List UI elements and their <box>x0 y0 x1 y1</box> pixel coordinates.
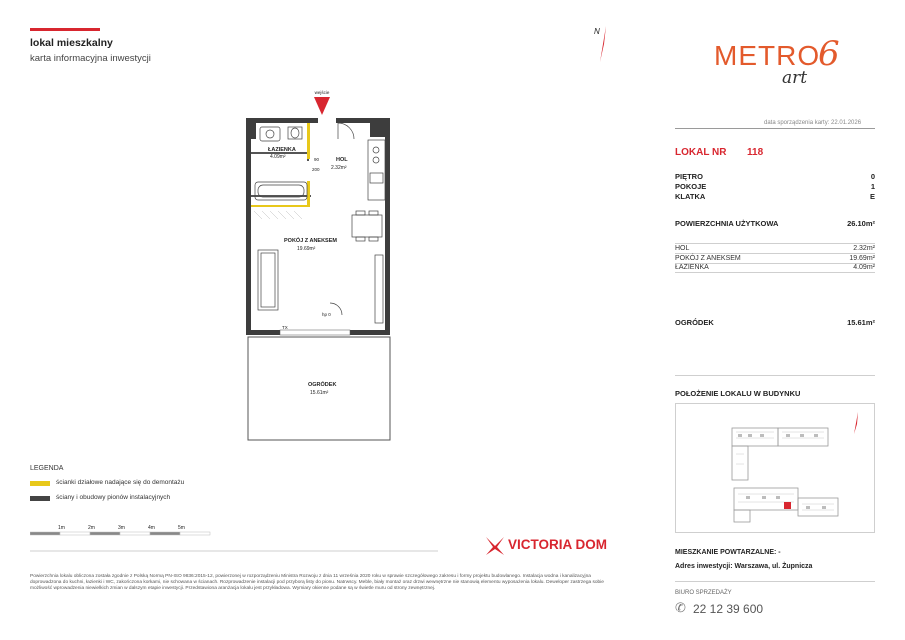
bathroom-name: ŁAZIENKA <box>268 147 296 153</box>
door-width: 90 <box>314 157 320 162</box>
room-row <box>675 264 875 273</box>
stairwell-value: E <box>869 192 875 201</box>
legend-title: LEGENDA <box>30 465 64 472</box>
sales-phone[interactable]: 22 12 39 600 <box>693 602 764 616</box>
floor-label: PIĘTRO <box>675 172 703 181</box>
tx-label: TX <box>282 325 288 330</box>
floor-value: 0 <box>870 172 875 181</box>
hol-area: 2.32m² <box>331 165 347 171</box>
scale-label: 1m <box>58 525 65 531</box>
metro-art-logo <box>714 34 844 100</box>
apartment-location-marker <box>784 502 791 509</box>
entrance-arrow-icon <box>314 97 330 115</box>
door-height: 200 <box>312 167 320 172</box>
room-row-label: HOL <box>675 245 690 252</box>
scale-bar <box>30 522 440 552</box>
location-title: POŁOŻENIE LOKALU W BUDYNKU <box>675 389 801 398</box>
legend-item-text: ścianki działowe nadające się do demontażu <box>56 479 185 486</box>
north-arrow-icon <box>588 22 618 64</box>
scale-label: 5m <box>178 525 185 531</box>
usable-area-value: 26.10m² <box>847 219 875 228</box>
scale-label: 3m <box>118 525 125 531</box>
lokal-label: LOKAL NR <box>675 147 727 158</box>
phone-icon: ✆ <box>675 600 686 615</box>
investment-address: Adres inwestycji: Warszawa, ul. Żupnicza <box>675 563 813 570</box>
room-row-label: ŁAZIENKA <box>675 264 709 271</box>
footer-rule <box>675 581 875 582</box>
garden-area: 15.61m² <box>310 390 329 396</box>
usable-area-label: POWIERZCHNIA UŻYTKOWA <box>675 219 779 228</box>
stairwell-label: KLATKA <box>675 192 706 201</box>
repeatable-apartment: MIESZKANIE POWTARZALNE: - <box>675 549 781 556</box>
entrance-label: wejście <box>314 90 330 95</box>
hp-label: hp 0 <box>322 312 331 317</box>
garden-value: 15.61m² <box>847 318 875 327</box>
rooms-label: POKOJE <box>675 182 707 191</box>
legend-swatch-dark <box>30 496 50 501</box>
floor-plan <box>230 85 410 445</box>
garden-label: OGRÓDEK <box>675 318 714 327</box>
logo-art-text: art <box>782 68 808 88</box>
info-top-rule <box>675 128 875 129</box>
legend-swatch-yellow <box>30 481 50 486</box>
living-room-name: POKÓJ Z ANEKSEM <box>284 238 337 244</box>
lokal-number: 118 <box>747 147 764 158</box>
brand-name: VICTORIA DOM <box>508 537 608 552</box>
victoria-dom-mark-icon <box>484 534 506 556</box>
logo-metro-text: METRO <box>714 40 821 71</box>
logo-number: 6 <box>818 34 840 74</box>
scale-label: 2m <box>88 525 95 531</box>
victoria-dom-logo <box>484 534 614 558</box>
room-row-label: POKÓJ Z ANEKSEM <box>675 255 741 262</box>
room-row <box>675 255 875 264</box>
site-plan-map <box>675 403 875 533</box>
location-top-rule <box>675 375 875 376</box>
page-title: lokal mieszkalny <box>30 37 113 49</box>
date-line: data sporządzenia karty: 22.01.2026 <box>764 120 862 126</box>
room-row-value: 4.09m² <box>853 264 875 271</box>
garden-name: OGRÓDEK <box>308 382 337 388</box>
rooms-top-rule <box>675 243 875 244</box>
hol-name: HOL <box>336 157 348 163</box>
living-room-area: 19.69m² <box>297 246 316 252</box>
north-letter: N <box>594 27 600 36</box>
header-red-rule <box>30 28 100 31</box>
site-plan-drawing <box>676 404 874 532</box>
room-row-value: 19.69m² <box>849 255 875 262</box>
site-north-icon <box>854 412 858 434</box>
legal-note: Powierzchnia lokalu obliczona została zgodnie z Polską Normą PN-ISO 9836:2015-12, powierzonej w rozporządzeniu Ministra Rozwoju z dnia 11 września 2020 roku w sprawie szczegółowego zakresu i formy projektu budowlanego. Instalacja wodna i kanalizacyjna doprowadzona do kuchni, łazienki i WC, zakończona korkami, nie schowana w ścianach. Rozprowadzenie instalacji pod przyborą listy do pionu. Natrwscy. Meble, biały montaż oraz drzwi wewnętrzne nie stanowią elementu wyposażenia lokalu. Deweloper zastrzega sobie możliwość wprowadzenia niewielkich zmian w dalszym etapie inwestycji. Przedstawiona aranżacja lokalu jest przykładowa. Wymiary okienne podane są w świetle muru od strony zewnętrznej. <box>30 574 604 591</box>
room-row-value: 2.32m² <box>853 245 875 252</box>
garden-outline <box>248 337 390 440</box>
page-subtitle: karta informacyjna inwestycji <box>30 53 151 64</box>
sales-office-label: BIURO SPRZEDAŻY <box>675 590 732 596</box>
scale-label: 4m <box>148 525 155 531</box>
rooms-value: 1 <box>870 182 875 191</box>
room-row <box>675 245 875 254</box>
bathroom-area: 4.09m² <box>270 154 286 160</box>
legend-item-text: ściany i obudowy pionów instalacyjnych <box>56 494 171 501</box>
